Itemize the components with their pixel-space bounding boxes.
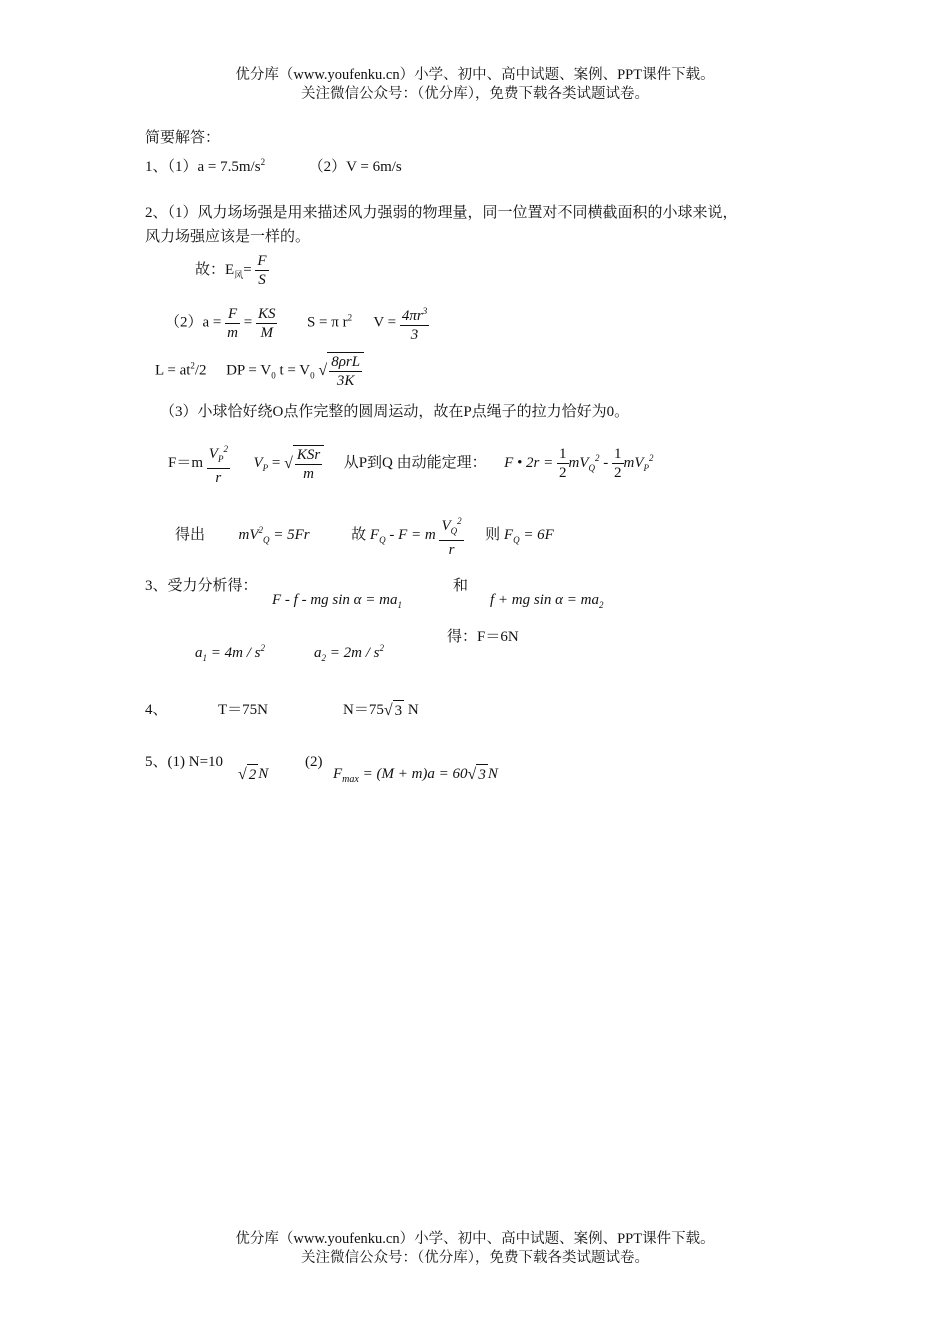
q2-Fm: F＝m — [168, 454, 204, 471]
FQ-res-sub: Q — [513, 534, 520, 545]
q2-DP-sub2: 0 — [310, 370, 315, 381]
frac-num — [207, 440, 230, 469]
q3-a2 — [314, 638, 384, 668]
q3-a1-val: = 4m / s — [207, 645, 261, 661]
VQ-sup: 2 — [457, 516, 462, 526]
q1-part2: （2）V = 6m/s — [308, 159, 402, 175]
q5-rad: 2 — [247, 764, 259, 785]
q2-result-line — [175, 512, 554, 559]
VP-symbol: V — [208, 446, 218, 462]
mVQ-sub: Q — [588, 462, 596, 473]
mVP-sup: 2 — [649, 452, 654, 463]
q5-rad2: 3 — [476, 764, 488, 785]
q3-a1 — [195, 638, 265, 668]
q2-energy-lhs: F • 2r = — [504, 454, 554, 471]
frac-num: 8ρrL — [331, 354, 361, 370]
VP2-sub: P — [262, 462, 269, 473]
q2-part2-line: （2）a = $\frac{F}{m}$ = $\frac{KS}{M}$ S = π $r^2$ V = $\frac{4\pi r^3}{3}$ — [165, 302, 429, 344]
q1-part1-sup: 2 — [260, 157, 266, 167]
answer-title: 简要解答： — [145, 130, 221, 146]
q2-gu-sub: 风 — [234, 269, 244, 280]
page-footer — [0, 1230, 950, 1268]
frac-num: 1 — [559, 446, 567, 462]
q2-DP: DP = V — [226, 362, 272, 379]
q3-a2-sup: 2 — [379, 643, 384, 653]
header-line-2: 关注微信公众号：（优分库），免费下载各类试题试卷。 — [301, 86, 649, 102]
q2-p2-label: （2）a = — [165, 314, 222, 331]
q3-a1-sup: 2 — [260, 643, 265, 653]
fraction-half-1 — [557, 445, 569, 482]
q2-part3-text: （3）小球恰好绕O点作完整的圆周运动，故在P点绳子的拉力恰好为0。 — [160, 404, 630, 420]
frac-den: r — [215, 470, 222, 486]
q1-label: 1、 — [145, 159, 168, 175]
radical-sign: √ — [284, 454, 293, 472]
frac-num: F — [225, 305, 240, 324]
q1-line — [145, 152, 402, 177]
frac-num: KSr — [296, 446, 321, 463]
eq-5Fr: = 5Fr — [269, 526, 310, 543]
q5-F-symbol: F — [333, 766, 343, 782]
radical-sign: √ — [383, 702, 393, 720]
mV2Q-sub: Q — [263, 534, 270, 545]
mV2Q-symbol: mV — [238, 526, 259, 543]
sqrt-3b — [468, 764, 488, 785]
fraction-half-2 — [612, 445, 624, 482]
q1-part1: （1）a = 7.5m/s — [167, 159, 261, 175]
page-header — [0, 66, 950, 104]
q3-he: 和 — [453, 578, 469, 594]
mVQ-sup: 2 — [595, 452, 600, 463]
q3-eq1 — [272, 590, 402, 615]
mVP2 — [623, 452, 654, 473]
frac-den: 3K — [336, 373, 355, 389]
VP-lhs — [253, 455, 268, 471]
frac-den: 3 — [410, 327, 419, 343]
q5-max-sub: max — [342, 774, 359, 785]
q4-N — [343, 700, 419, 721]
sqrt-2 — [238, 764, 258, 785]
mV2Q-sup: 2 — [258, 524, 264, 535]
q5-label: 5、(1) N=10 — [145, 754, 224, 770]
fraction-VQ2-over-r — [439, 512, 463, 559]
q2-field-eq — [195, 252, 269, 289]
four-pi-r: 4πr — [401, 308, 423, 324]
radical-sign: √ — [238, 766, 247, 784]
q2-label: 2、 — [145, 205, 168, 221]
FQ-minus: - F = m — [385, 526, 436, 543]
sqrt-KSr-over-m — [284, 445, 324, 483]
frac-den: M — [260, 324, 273, 341]
frac-num — [400, 302, 429, 326]
minus-sign: - — [603, 454, 609, 471]
frac-den: m — [303, 465, 314, 482]
q2-line-1 — [145, 203, 738, 223]
FQ-res-value: = 6F — [519, 526, 554, 543]
q5-expr: = (M + m)a = 60 — [358, 766, 468, 782]
mVQ-symbol: mV — [568, 454, 589, 471]
sqrt-3 — [384, 700, 404, 721]
q2-gu: 故：E — [195, 261, 235, 278]
q3-eq1-sub: 1 — [397, 600, 402, 610]
q5-unit: N — [258, 766, 269, 782]
header-line-1: 优分库（www.youfenku.cn）小学、初中、高中试题、案例、PPT课件下载。 — [235, 67, 715, 83]
q4-rad: 3 — [393, 700, 405, 721]
q3-eq2-text: f + mg sin α = ma — [490, 592, 599, 608]
q2-L-tail: /2 — [194, 362, 207, 379]
q2-V-eq: V = — [373, 314, 397, 331]
mVP-symbol: mV — [623, 454, 644, 471]
frac-den: 2 — [559, 465, 567, 481]
VP2-symbol: V — [253, 454, 263, 471]
VQ-sub: Q — [450, 526, 458, 536]
q2-S-sup: 2 — [347, 312, 353, 323]
q2-ze: 则 — [485, 526, 501, 543]
q2-text-2: 风力场强应该是一样的。 — [145, 229, 311, 245]
cube-sup: 3 — [422, 306, 428, 316]
frac-num — [439, 512, 463, 541]
footer-line-1: 优分库（www.youfenku.cn）小学、初中、高中试题、案例、PPT课件下载。 — [235, 1231, 715, 1247]
q5-sqrt2N — [238, 764, 268, 785]
q3-a1-sub: 1 — [202, 653, 207, 663]
q2-L-line — [155, 352, 364, 390]
q2-DP-sub: 0 — [271, 370, 276, 381]
q3-a2-symbol: a — [314, 645, 322, 661]
footer-line-2: 关注微信公众号：（优分库），免费下载各类试题试卷。 — [301, 1250, 649, 1266]
fraction-KSr-over-m — [295, 446, 322, 483]
mVP-sub: P — [643, 462, 650, 473]
fraction-inside-root — [329, 353, 362, 390]
q3-eq2-sub: 2 — [598, 600, 604, 610]
mV2Q-expr — [238, 524, 310, 545]
q2-S-eq: S = π r — [306, 314, 348, 331]
q3-eq2 — [490, 590, 603, 615]
q2-fromPQ: 从P到Q 由动能定理： — [343, 454, 487, 471]
q2-DP-t: t = V — [275, 362, 311, 379]
q5-Fmax — [333, 764, 498, 790]
FQ-sub: Q — [379, 534, 386, 545]
frac-den: S — [258, 272, 266, 288]
q4-label: 4、 — [145, 702, 168, 718]
radical-sign: √ — [467, 766, 477, 784]
q4-N-val: N＝75 — [343, 702, 384, 718]
frac-den: 2 — [614, 465, 622, 481]
frac-num: F — [257, 253, 267, 269]
q3-result: 得：F＝6N — [447, 629, 519, 645]
q3-label: 3、受力分析得： — [145, 578, 258, 594]
VP-sub: P — [217, 454, 224, 464]
radical-sign: √ — [318, 361, 328, 379]
fraction-VP2-over-r — [207, 440, 230, 487]
frac-num: KS — [257, 305, 276, 322]
fraction-KS-over-M — [256, 305, 278, 342]
q2-dechu: 得出 — [175, 526, 206, 543]
q5-unit2: N — [487, 766, 498, 782]
FQ-eq — [370, 527, 436, 543]
q3-a1-symbol: a — [195, 645, 203, 661]
q3-a2-sub: 2 — [321, 653, 326, 663]
VQ-symbol: V — [441, 518, 451, 534]
q3-a2-val: = 2m / s — [326, 645, 380, 661]
sqrt-8rhorL-over-3K — [318, 352, 364, 390]
mVQ2 — [568, 452, 600, 473]
q5-part2: (2) — [305, 754, 323, 770]
frac-den: m — [227, 324, 238, 341]
q2-text-1: （1）风力场场强是用来描述风力强弱的物理量，同一位置对不同横截面积的小球来说， — [167, 205, 738, 221]
q3-eq1-text: F - f - mg sin α = ma — [272, 592, 398, 608]
fraction-F-over-S — [255, 252, 268, 289]
q4-T: T＝75N — [218, 702, 268, 718]
frac-den: r — [448, 542, 455, 558]
q2-gu2: 故 — [351, 526, 367, 543]
q2-L-sup: 2 — [190, 360, 195, 371]
q2-eq-sign: = — [243, 261, 252, 278]
q2-centripetal-line: F＝m $\frac{V_P^2}{r}$ $V_P$ = √ $\frac{\text{KSr}}{m}$ 从P到Q 由动能定理： F • 2r = $\frac{1}{2}$ $mV_Q^2$ - $\frac{1}{2}$ $mV_P^2$ — [168, 440, 654, 487]
frac-num: 1 — [614, 446, 622, 462]
FQ-res-symbol: F — [503, 526, 514, 543]
FQ-symbol: F — [369, 526, 380, 543]
fraction-volume — [400, 302, 429, 344]
VP-sup: 2 — [223, 444, 228, 454]
q4-N-unit: N — [404, 702, 419, 718]
fraction-F-over-m — [225, 305, 240, 342]
FQ-result — [504, 527, 554, 543]
q2-L: L = at — [155, 362, 191, 379]
